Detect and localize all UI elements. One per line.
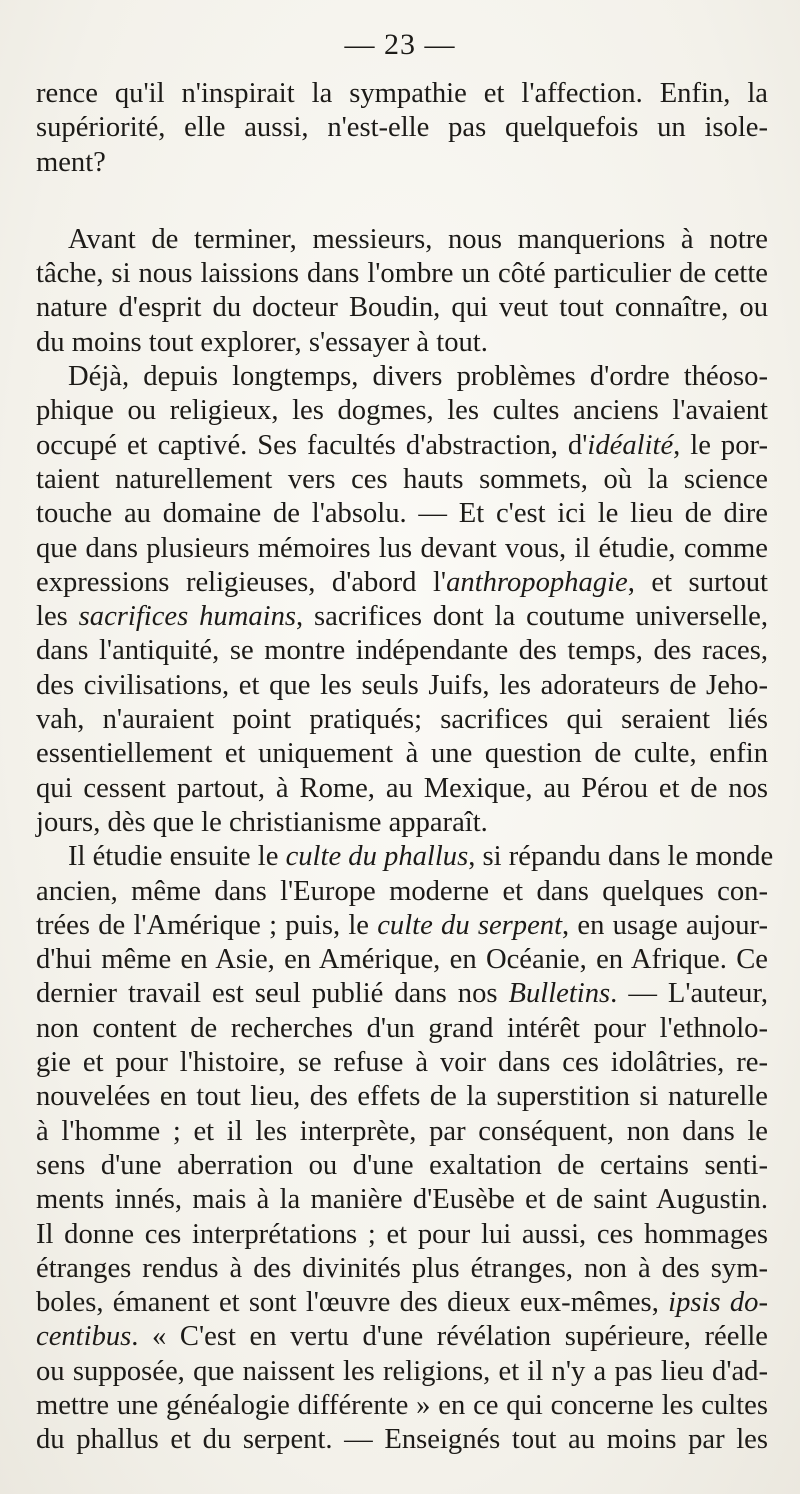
text-segment: boles, émanent et sont l'œuvre des dieux eux-mêmes, (36, 1287, 669, 1319)
italic-phrase: sacrifices humains (78, 601, 297, 633)
text-line: jours, dès que le christianisme apparaît. (36, 806, 488, 838)
text-line: taient naturellement vers ces hauts sommets, où la science (36, 463, 768, 495)
italic-phrase: anthropophagie (446, 566, 628, 598)
italic-phrase: ipsis do- (668, 1287, 768, 1319)
text-line: nouvelées en tout lieu, des effets de la superstition si naturelle (36, 1081, 768, 1113)
italic-phrase: culte du serpent (377, 909, 563, 941)
text-line (36, 429, 768, 463)
text-line: d'hui même en Asie, en Amérique, en Océanie, en Afrique. Ce (36, 944, 768, 976)
text-line: nature d'esprit du docteur Boudin, qui veut tout connaître, ou (36, 292, 768, 324)
text-line: à l'homme ; et il les interprète, par conséquent, non dans le (36, 1115, 768, 1147)
text-line (36, 1320, 768, 1354)
italic-phrase: idéalité (587, 429, 674, 461)
text-segment: , et surtout (627, 566, 768, 598)
text-line (36, 977, 768, 1011)
text-line: Il donne ces interprétations ; et pour lui aussi, ces hommages (36, 1218, 768, 1250)
text-line: ments innés, mais à la manière d'Eusèbe et de saint Augustin. (36, 1184, 768, 1216)
text-line: ment? (36, 146, 106, 178)
text-line: dans l'antiquité, se montre indépendante des temps, des races, (36, 635, 768, 667)
text-line: que dans plusieurs mémoires lus devant vous, il étudie, comme (36, 532, 768, 564)
text-segment: expressions religieuses, d'abord l' (36, 566, 447, 598)
text-line (36, 1286, 768, 1320)
text-segment: , le por- (673, 429, 768, 461)
text-line: Déjà, depuis longtemps, divers problèmes d'ordre théoso- (68, 361, 768, 393)
text-line: mettre une généalogie différente » en ce qui concerne les cultes (36, 1389, 768, 1421)
text-line: phique ou religieux, les dogmes, les cultes anciens l'avaient (36, 395, 768, 427)
text-line: rence qu'il n'inspirait la sympathie et l'affection. Enfin, la (36, 78, 768, 109)
text-segment: occupé et captivé. Ses facultés d'abstraction, d' (36, 429, 588, 461)
text-line: du moins tout explorer, s'essayer à tout. (36, 326, 488, 358)
text-line: touche au domaine de l'absolu. — Et c'est ici le lieu de dire (36, 498, 768, 530)
text-line (36, 600, 768, 634)
text-line: du phallus et du serpent. — Enseignés tout au moins par les (36, 1424, 768, 1456)
text-line: Avant de terminer, messieurs, nous manquerions à notre (68, 223, 768, 255)
text-segment: Il étudie ensuite le (68, 841, 286, 873)
text-line: étranges rendus à des divinités plus étranges, non à des sym- (36, 1252, 768, 1284)
text-line (36, 566, 768, 600)
italic-phrase: centibus (36, 1321, 132, 1353)
text-line: des civilisations, et que les seuls Juifs, les adorateurs de Jeho- (36, 669, 768, 701)
paragraph-gap (36, 180, 768, 223)
text-line (36, 909, 768, 943)
text-line (36, 840, 774, 874)
text-line: non content de recherches d'un grand intérêt pour l'ethnolo- (36, 1012, 768, 1044)
text-segment: , sacrifices dont la coutume universelle, (296, 601, 768, 633)
body-text (36, 77, 774, 1458)
text-line: supériorité, elle aussi, n'est-elle pas quelquefois un isole- (36, 112, 768, 144)
text-line: tâche, si nous laissions dans l'ombre un côté particulier de cette (36, 258, 768, 290)
text-line: qui cessent partout, à Rome, au Mexique, au Pérou et de nos (36, 772, 768, 804)
text-line: gie et pour l'histoire, se refuse à voir dans ces idolâtries, re- (36, 1047, 768, 1079)
text-segment: dernier travail est seul publié dans nos (36, 978, 509, 1010)
text-segment: . — L'auteur, (610, 978, 769, 1010)
text-line: sens d'une aberration ou d'une exaltation de certains senti- (36, 1149, 768, 1181)
text-line: vah, n'auraient point pratiqués; sacrifices qui seraient liés (36, 704, 768, 736)
text-segment: . « C'est en vertu d'une révélation supérieure, réelle (131, 1321, 768, 1353)
page-number: — 23 — (344, 28, 456, 61)
text-segment: , en usage aujour- (562, 909, 768, 941)
text-segment: trées de l'Amérique ; puis, le (36, 909, 378, 941)
text-line: essentiellement et uniquement à une question de culte, enfin (36, 738, 768, 770)
text-segment: , si répandu dans le monde (468, 841, 774, 873)
text-line: ancien, même dans l'Europe moderne et dans quelques con- (36, 875, 768, 907)
text-segment: les (36, 601, 79, 633)
italic-phrase: Bulletins (508, 978, 611, 1010)
italic-phrase: culte du phallus (285, 841, 469, 873)
text-line: ou supposée, que naissent les religions, et il n'y a pas lieu d'ad- (36, 1355, 768, 1387)
